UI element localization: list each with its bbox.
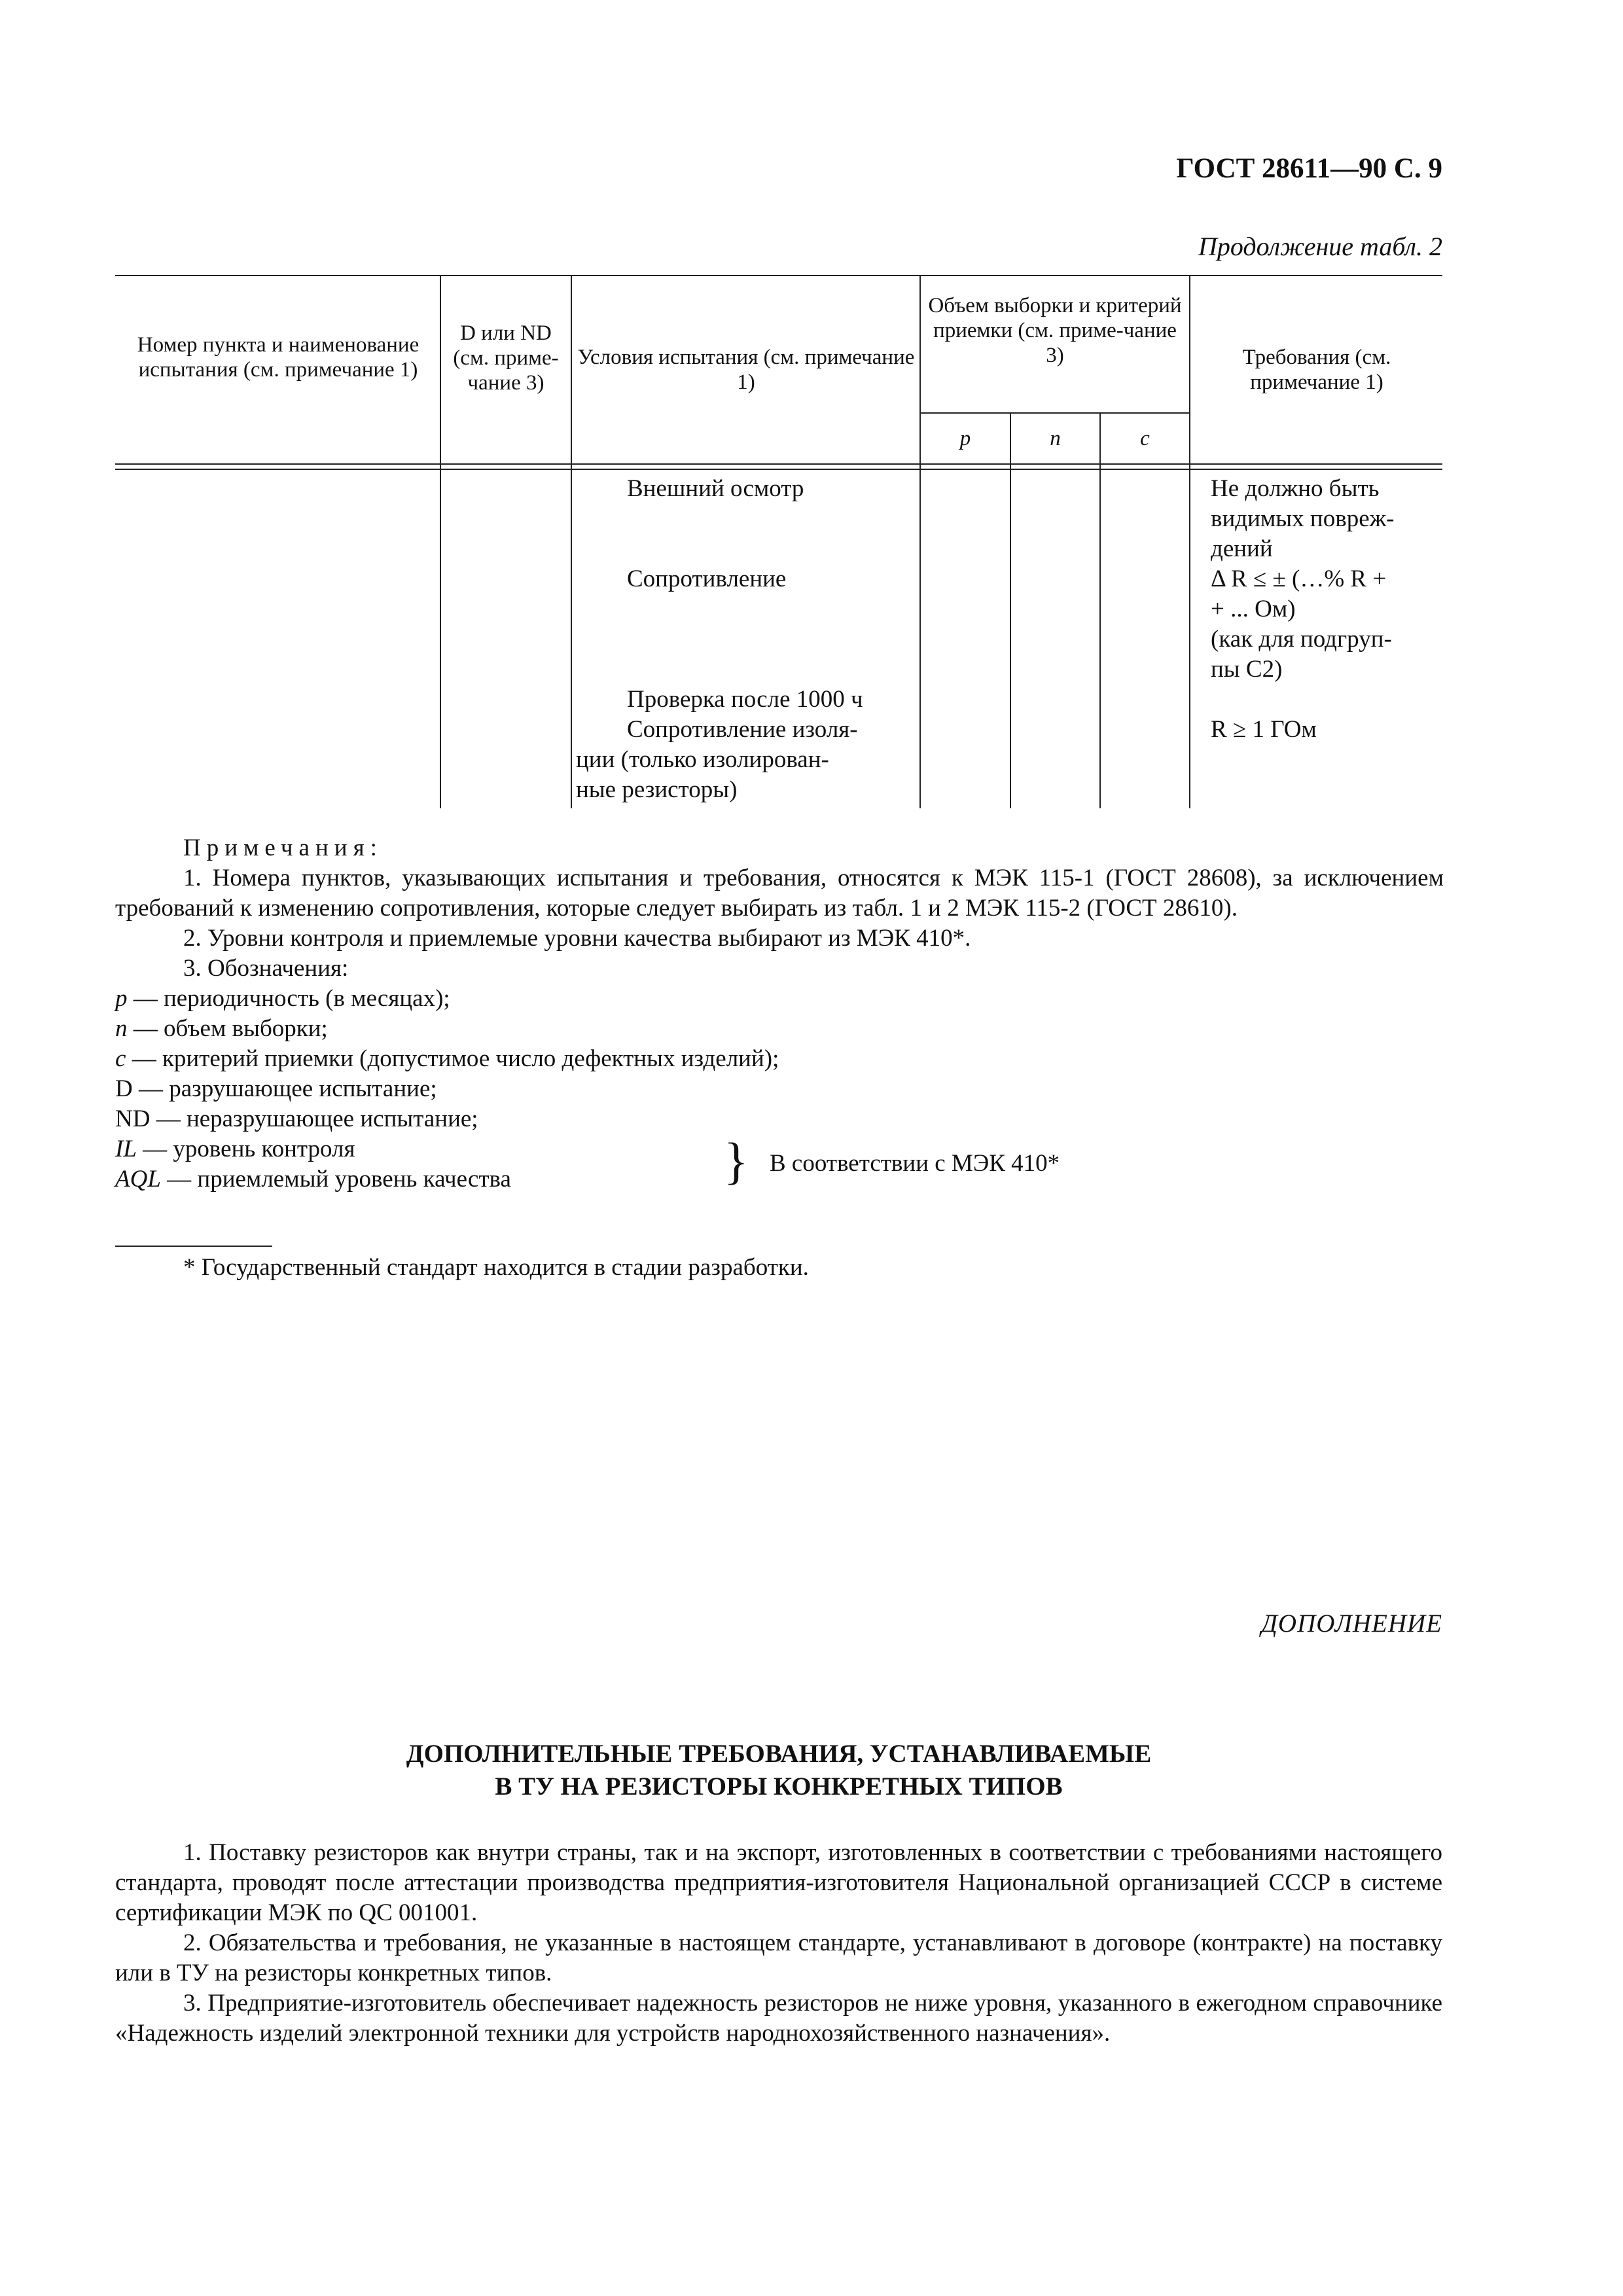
note-2: 2. Уровни контроля и приемлемые уровни качества выбирают из МЭК 410*. (183, 925, 971, 952)
col-header-requirements: Требования (см. примечание 1) (1242, 346, 1391, 394)
condition-insulation-3: ные резисторы) (576, 776, 738, 803)
legend-d: D — разрушающее испытание; (115, 1075, 437, 1102)
req-line: (как для подгруп- (1211, 626, 1392, 653)
legend-c (115, 1044, 1444, 1074)
legend-symbol: IL (115, 1136, 137, 1162)
legend-p (115, 984, 1444, 1014)
legend-text: — критерий приемки (допустимое число дефектных изделий); (126, 1045, 779, 1072)
col-header-dnd: D или ND (см. приме-чание 3) (453, 321, 559, 395)
legend-text: — уровень контроля (136, 1136, 355, 1162)
condition-check-1000h: Проверка после 1000 ч (627, 686, 863, 713)
notes (115, 833, 1444, 1194)
legend-nd: ND — неразрушающее испытание; (115, 1105, 478, 1132)
appendix-heading-line-1: ДОПОЛНИТЕЛЬНЫЕ ТРЕБОВАНИЯ, УСТАНАВЛИВАЕМЫЕ (406, 1740, 1152, 1768)
req-line: дений (1211, 535, 1273, 562)
header-rule-1 (115, 463, 1442, 465)
col-divider (1189, 275, 1190, 808)
appendix-paragraph-3: 3. Предприятие-изготовитель обеспечивает надежность резисторов не ниже уровня, указанного в ежегодном справочнике «Надежность изделий электронной техники для устройств народнохозяйственного назначения». (115, 1990, 1442, 2047)
legend-aql (115, 1164, 511, 1194)
appendix-paragraph-2: 2. Обязательства и требования, не указанные в настоящем стандарте, устанавливают в договоре (контракте) на поставку или в ТУ на резисторы конкретных типов. (115, 1929, 1442, 1986)
appendix-label: ДОПОЛНЕНИЕ (1261, 1609, 1442, 1638)
condition-insulation: Сопротивление изоля- (627, 716, 858, 743)
condition-resistance: Сопротивление (627, 565, 787, 592)
legend-text: — приемлемый уровень качества (160, 1166, 511, 1193)
req-line: видимых повреж- (1211, 505, 1395, 532)
legend-symbol: n (115, 1015, 128, 1042)
appendix-heading (115, 1738, 1442, 1803)
note-1: 1. Номера пунктов, указывающих испытания и требования, относятся к МЭК 115-1 (ГОСТ 28608), за исключением требований к изменению сопротивления, которые следует выбирать из табл. 1 и 2 МЭК 115-2 (ГОСТ 28610). (115, 865, 1444, 922)
legend-text: — объем выборки; (127, 1015, 328, 1042)
legend-brace-text: В соответствии с МЭК 410* (770, 1150, 1060, 1177)
legend-n (115, 1014, 1444, 1044)
appendix-body (115, 1838, 1442, 2049)
col-divider (440, 275, 441, 808)
legend-il (115, 1134, 355, 1164)
col-divider (1010, 412, 1011, 808)
note-3: 3. Обозначения: (183, 955, 349, 982)
legend-text: — периодичность (в месяцах); (127, 985, 450, 1012)
condition-visual: Внешний осмотр (627, 475, 804, 502)
header-rule-2 (115, 469, 1442, 470)
page-header: ГОСТ 28611—90 С. 9 (1176, 153, 1442, 184)
condition-insulation-2: ции (только изолирован- (576, 746, 829, 773)
col-divider (571, 275, 572, 808)
col-header-conditions: Условия испытания (см. примечание 1) (577, 346, 915, 394)
req-line: Δ R ≤ ± (…% R + (1211, 565, 1387, 592)
req-line: R ≥ 1 ГОм (1211, 716, 1317, 743)
legend-il-aql-group (115, 1134, 1444, 1194)
appendix-heading-line-2: В ТУ НА РЕЗИСТОРЫ КОНКРЕТНЫХ ТИПОВ (495, 1772, 1063, 1801)
col-divider (919, 275, 921, 808)
legend-symbol: c (115, 1045, 126, 1072)
legend-symbol: AQL (115, 1166, 161, 1193)
table-top-rule (115, 275, 1442, 276)
table-continuation-label: Продолжение табл. 2 (1198, 232, 1442, 261)
req-line: + ... Ом) (1211, 596, 1296, 622)
brace-symbol: } (724, 1132, 749, 1189)
col-header-c: c (1140, 427, 1150, 450)
col-header-n: n (1050, 427, 1061, 450)
col-divider (1099, 412, 1101, 808)
col-header-item: Номер пункта и наименование испытания (см. примечание 1) (137, 333, 419, 382)
col-header-p: p (959, 427, 971, 450)
req-line: пы С2) (1211, 656, 1283, 683)
appendix-paragraph-1: 1. Поставку резисторов как внутри страны, так и на экспорт, изготовленных в соответствии с требованиями настоящего стандарта, проводят после аттестации производства предприятия-изготовителя Национальной организацией СССР в системе сертификации МЭК по QC 001001. (115, 1839, 1442, 1926)
sample-subheader-rule (919, 412, 1189, 414)
notes-title: Примечания: (183, 834, 383, 861)
req-line: Не должно быть (1211, 475, 1380, 502)
footnote: * Государственный стандарт находится в стадии разработки. (183, 1254, 809, 1281)
footnote-rule (115, 1246, 272, 1247)
col-header-sample: Объем выборки и критерий приемки (см. приме-чание 3) (928, 294, 1182, 367)
legend-symbol: p (115, 985, 128, 1012)
